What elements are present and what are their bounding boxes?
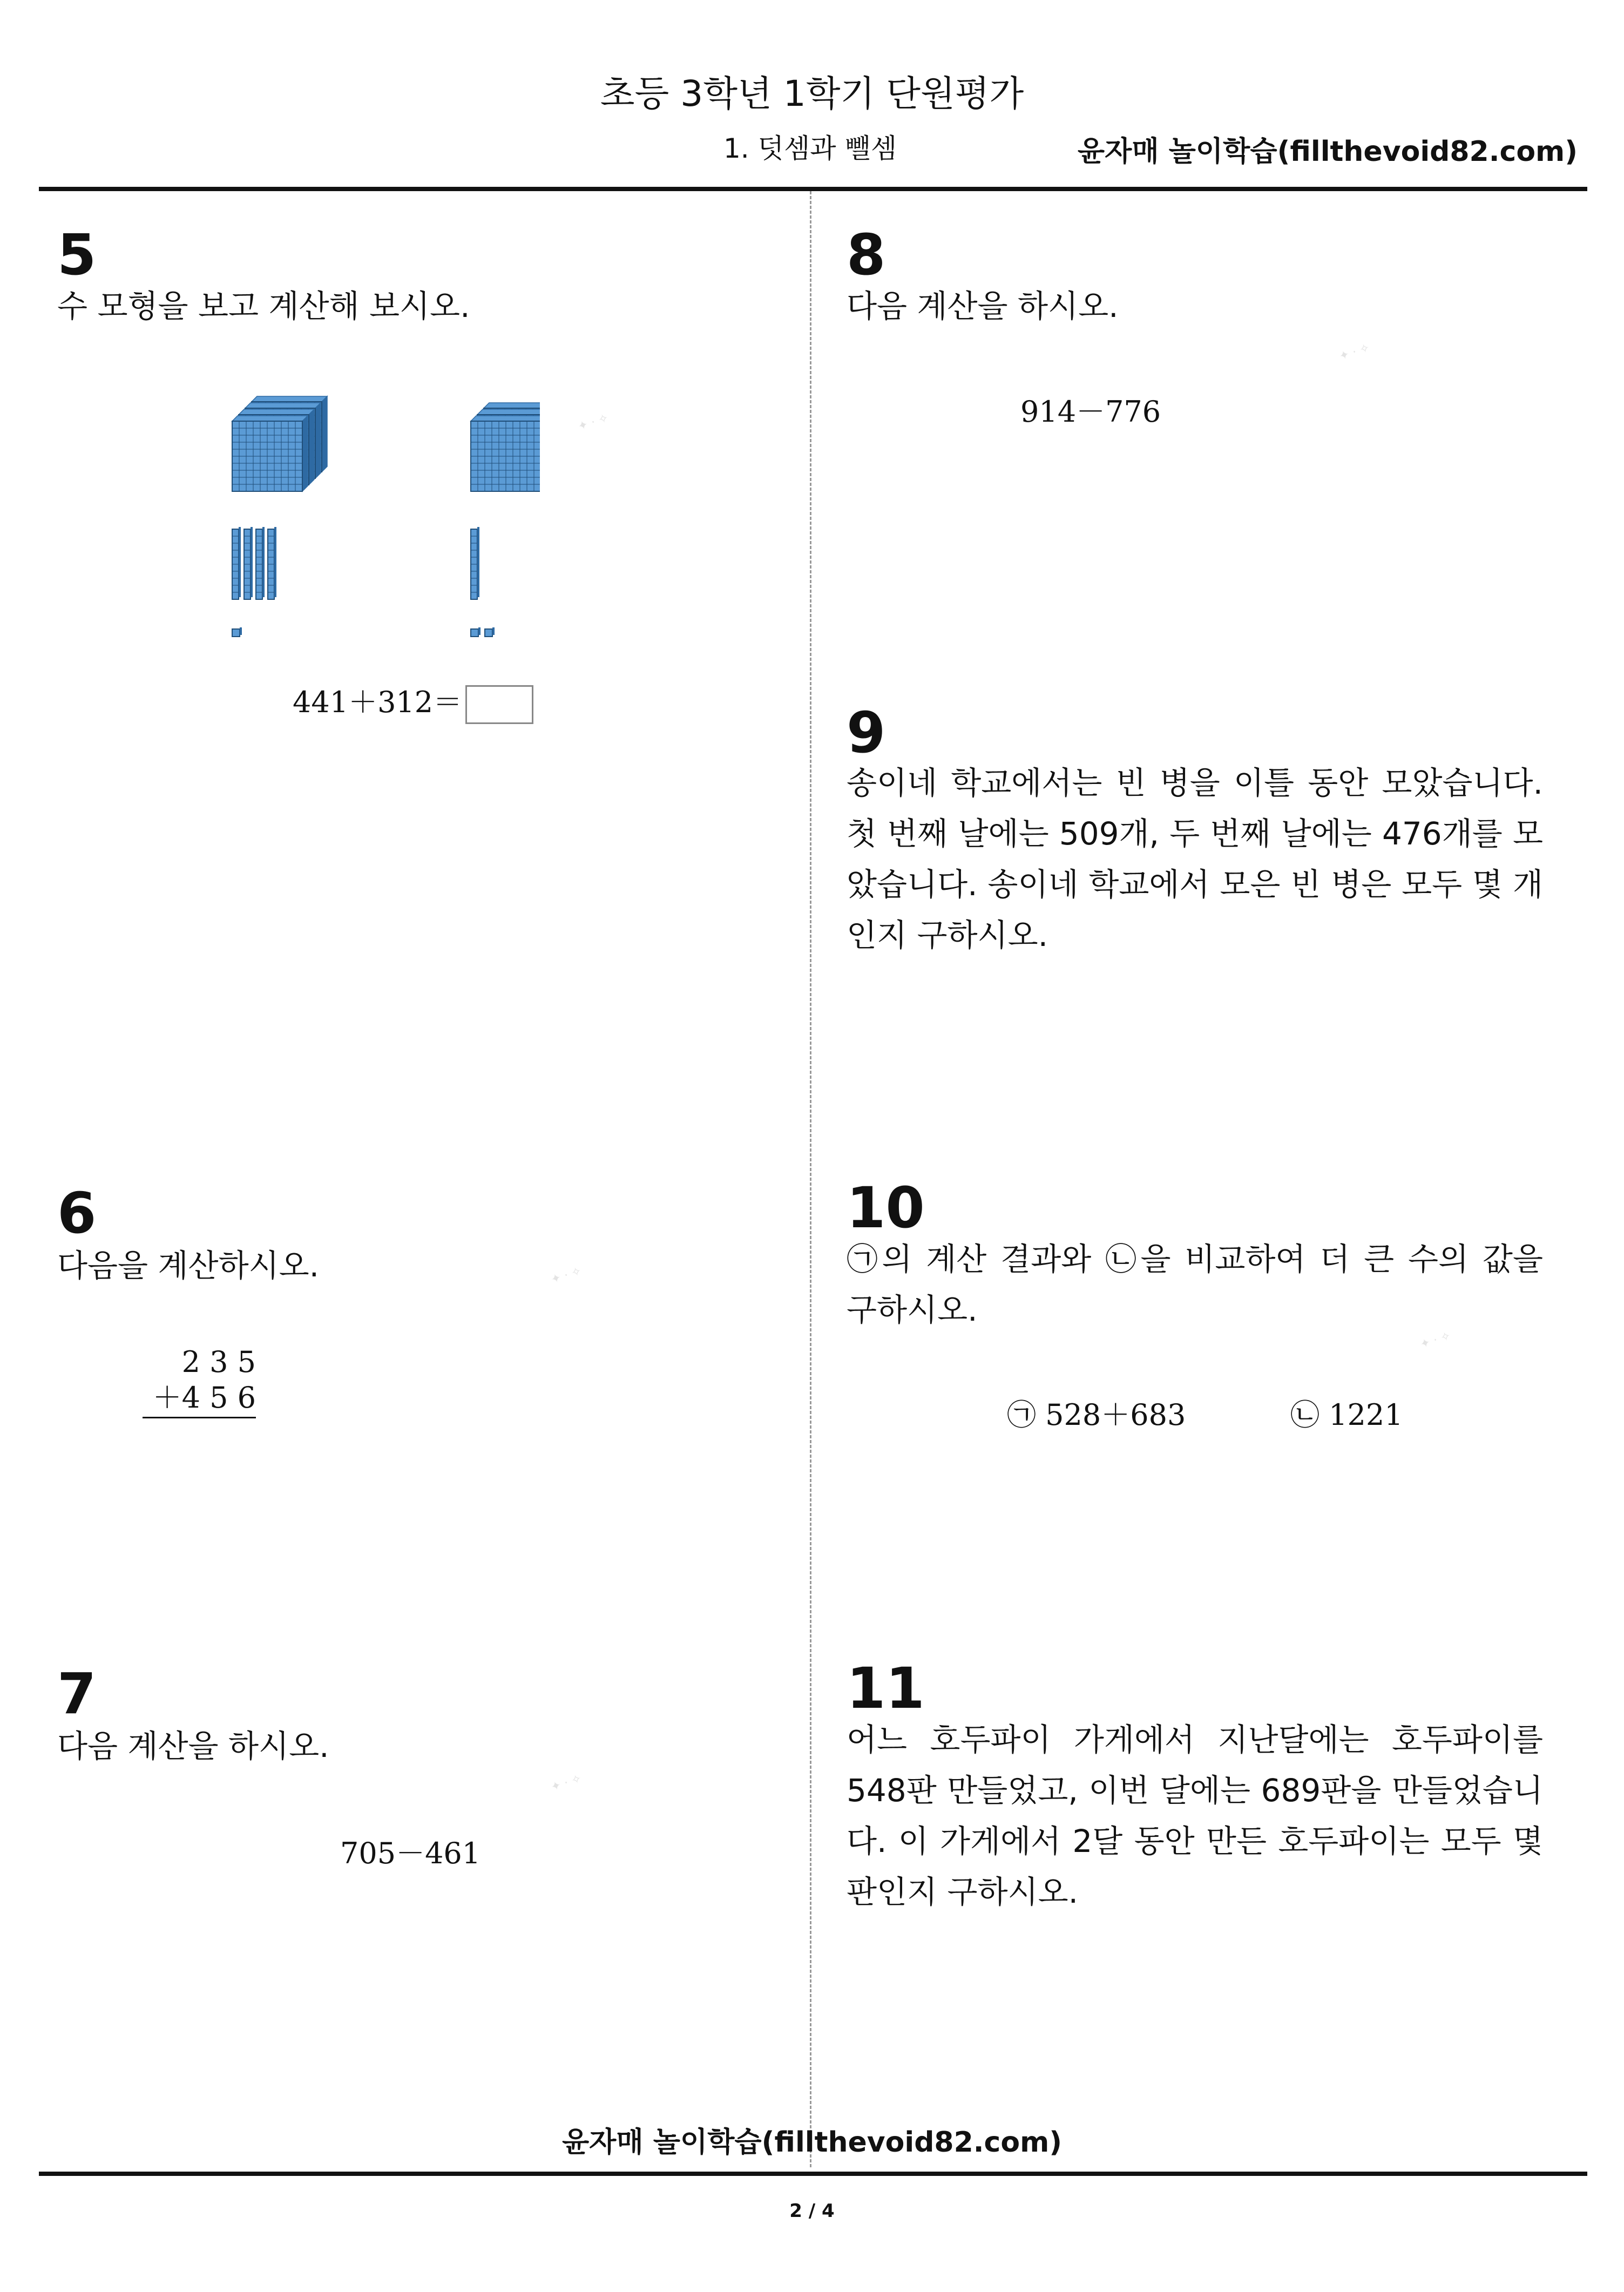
unit-cube (232, 627, 242, 637)
question-8-text: 다음 계산을 하시오. (847, 288, 1119, 324)
question-9-text: 송이네 학교에서는 빈 병을 이틀 동안 모았습니다. 첫 번째 날에는 509개, 두 번째 날에는 476개를 모았습니다. 송이네 학교에서 모은 빈 병은 모두 몇 개인지 구하시오. (847, 765, 1543, 954)
option-b: ㉡ 1221 (1290, 1398, 1403, 1432)
vertical-addition-bottom: ＋4 5 6 (152, 1381, 256, 1415)
question-6-text: 다음을 계산하시오. (57, 1247, 320, 1284)
unit-cube (471, 627, 481, 637)
footer-rule (39, 2172, 1587, 2176)
blocks-right-group (471, 403, 540, 637)
answer-box[interactable] (465, 685, 533, 724)
question-10-number: 10 (847, 1175, 925, 1241)
question-8-expression: 914－776 (1020, 395, 1161, 429)
question-11-text: 어느 호두파이 가게에서 지난달에는 호두파이를 548판 만들었고, 이번 달에는 689판을 만들었습니다. 이 가게에서 2달 동안 만든 호두파이는 모두 몇 판인지 구하시오. (847, 1721, 1543, 1910)
ten-rod (256, 527, 265, 599)
watermark: ✦ · ✧ (549, 1772, 584, 1795)
question-5-equation (293, 679, 533, 724)
option-a: ㉠ 528＋683 (1007, 1398, 1186, 1432)
vertical-addition (143, 1344, 256, 1418)
watermark: ✦ · ✧ (1337, 341, 1372, 364)
question-11-number: 11 (847, 1655, 925, 1721)
ten-rod (268, 527, 276, 599)
vertical-addition-rule (143, 1417, 256, 1418)
unit-cube (485, 627, 495, 637)
ten-rod (471, 527, 479, 599)
page-title: 초등 3학년 1학기 단원평가 (600, 73, 1024, 114)
unit-subtitle: 1. 덧셈과 뺄셈 (723, 133, 897, 164)
question-8-number: 8 (847, 222, 886, 288)
question-7-text: 다음 계산을 하시오. (57, 1728, 329, 1764)
question-7-expression: 705－461 (340, 1836, 481, 1870)
question-7-number: 7 (57, 1661, 97, 1727)
blocks-left-group (232, 396, 327, 637)
watermark: ✦ · ✧ (549, 1264, 584, 1287)
hundred-block (471, 416, 540, 491)
watermark: ✦ · ✧ (1418, 1329, 1453, 1352)
vertical-addition-top: 2 3 5 (181, 1345, 256, 1379)
hundred-block (232, 416, 308, 491)
base-ten-blocks-figure (216, 389, 540, 659)
question-5-equation-text: 441＋312＝ (293, 685, 463, 719)
ten-rod (232, 527, 241, 599)
question-10-text: ㉠의 계산 결과와 ㉡을 비교하여 더 큰 수의 값을 구하시오. (847, 1241, 1543, 1328)
question-9-number: 9 (847, 700, 886, 766)
question-6-number: 6 (57, 1180, 97, 1246)
question-5-number: 5 (57, 222, 97, 288)
header-site-label: 윤자매 놀이학습(fillthevoid82.com) (1077, 136, 1578, 168)
footer-site-label: 윤자매 놀이학습(fillthevoid82.com) (561, 2126, 1063, 2159)
question-5-text: 수 모형을 보고 계산해 보시오. (57, 288, 470, 324)
column-divider (810, 191, 811, 2167)
header-rule (39, 187, 1587, 191)
ten-rod (244, 527, 253, 599)
page-number: 2 / 4 (789, 2200, 835, 2222)
watermark: ✦ · ✧ (576, 411, 611, 434)
